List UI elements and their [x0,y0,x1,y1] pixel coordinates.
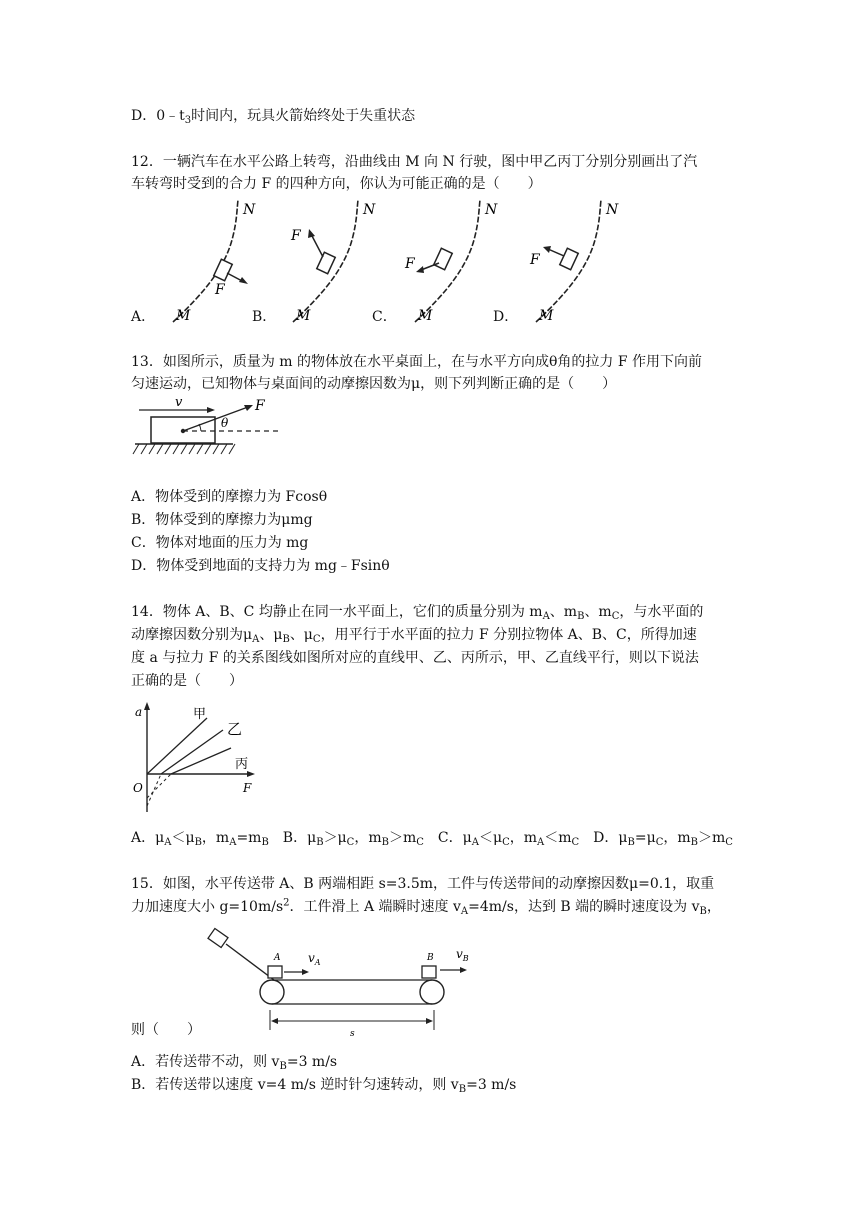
q15-stem-line3: 则（ ） [131,1022,201,1038]
y-axis-label: a [135,705,143,719]
ramp [226,944,274,980]
curve-path [173,200,238,322]
force-arrowhead [543,246,551,253]
car-block [434,248,452,269]
q13-stem-line2: 匀速运动，已知物体与桌面间的动摩擦因数为μ，则下列判断正确的是（ ） [131,376,617,392]
dim-label: s [350,1029,355,1039]
workpiece-on-ramp [208,928,228,947]
q12-stem-line1: 12．一辆汽车在水平公路上转弯，沿曲线由 M 向 N 行驶，图中甲乙丙丁分别分别画出了汽 [131,154,698,170]
q14-stem-line3: 度 a 与拉力 F 的关系图线如图所对应的直线甲、乙、丙所示，甲、乙直线平行，则以下说法 [131,650,699,666]
q13-figure [131,396,291,480]
q15-stem-line2: 力加速度大小 $g=10m/s^2$．工件滑上 A 端瞬时速度 $v_A=4m/s$，达到 B 端的瞬时速度设为 $v_B$， [131,897,721,917]
q13-option-c: C．物体对地面的压力为 mg [131,535,309,551]
force-label: F [530,252,540,268]
q12-stem-line2: 车转弯时受到的合力 F 的四种方向，你认为可能正确的是（ ） [131,176,542,192]
left-roller [260,980,284,1004]
q12-option-a-label: A． [131,309,156,325]
q12-figure-c [393,196,503,330]
start-label: M [418,308,433,324]
line-yi-extension [147,774,161,806]
label-vb: $v_B$ [456,947,469,963]
q12-option-d-label: D． [493,309,519,325]
ground-hatch [133,444,235,454]
end-label: N [363,202,376,218]
x-axis-label: F [243,781,252,795]
q12-option-b-label: B． [252,309,277,325]
q14-stem-line1: 14．物体 A、B、C 均静止在同一水平面上，它们的质量分别为 $m_A$、$m_B$、$m_C$，与水平面的 [131,604,704,622]
x-axis-arrowhead [247,771,255,777]
q11-option-d: D．$0﹣t_3$时间内，玩具火箭始终处于失重状态 [131,108,416,126]
force-label: F [405,256,415,272]
force-arrowhead [239,277,248,284]
q13-stem-line1: 13．如图所示，质量为 m 的物体放在水平桌面上，在与水平方向成θ角的拉力 F 作用下向前 [131,354,703,370]
end-label: N [606,202,619,218]
q14-stem-line2: 动摩擦因数分别为$\mu_A$、$\mu_B$、$\mu_C$，用平行于水平面的拉力 F 分别拉物体 A、B、C，所得加速 [131,627,697,645]
q14-options: A．$\mu_A<\mu_B$，$m_A=m_B$ B．$\mu_B>\mu_C$，$m_B>m_C$ C．$\mu_A<\mu_C$，$m_A<m_C$ D．$\mu_B=\mu_C$，$m_B>m_C$ [131,830,733,848]
car-block [560,248,578,269]
velocity-b-arrowhead [460,967,467,973]
force-arrowhead [308,229,315,238]
end-label: N [243,202,256,218]
workpiece-a [268,966,282,978]
angle-label: θ [221,416,229,430]
start-label: M [539,308,554,324]
force-arrow [548,249,564,256]
q13-option-d: D．物体受到地面的支持力为 mg﹣Fsinθ [131,558,390,574]
label-b: B [427,953,434,963]
velocity-a-arrowhead [302,969,309,975]
q12-option-c-label: C． [372,309,397,325]
velocity-label: v [175,396,183,410]
q12-figures [131,196,731,330]
q12-figure-b [271,196,381,330]
label-jia: 甲 [193,707,207,722]
label-va: $v_A$ [308,951,321,967]
dim-arrow-left [271,1018,278,1024]
q12-figure-d [514,196,624,330]
q12-figure-a [151,196,261,330]
workpiece-b [422,966,436,978]
start-label: M [296,308,311,324]
q13-option-b: B．物体受到的摩擦力为μmg [131,512,313,528]
car-block [317,252,335,273]
velocity-arrowhead [207,407,215,413]
force-label: F [255,398,265,414]
force-label: F [291,228,301,244]
car-block [214,259,232,280]
q14-figure [131,700,261,820]
label-a: A [274,953,281,963]
q15-stem-line1: 15．如图，水平传送带 A、B 两端相距 s=3.5m，工件与传送带间的动摩擦因数μ=0.1，取重 [131,876,715,892]
force-label: F [215,282,225,298]
q15-figure [200,922,490,1040]
origin-label: O [133,781,143,795]
label-yi: 乙 [227,720,243,738]
end-label: N [485,202,498,218]
line-jia [147,718,207,774]
q13-option-a: A．物体受到的摩擦力为 Fcosθ [131,489,328,505]
label-bing: 丙 [235,757,249,772]
force-arrowhead [416,266,424,273]
start-label: M [176,308,191,324]
q14-stem-line4: 正确的是（ ） [131,673,243,689]
dim-arrow-right [426,1018,433,1024]
y-axis-arrowhead [144,702,150,710]
q15-option-a: A．若传送带不动，则 $v_B=3$ m/s [131,1054,338,1072]
force-arrow [311,234,323,257]
right-roller [420,980,444,1004]
q15-option-b: B．若传送带以速度 v=4 m/s 逆时针匀速转动，则 $v_B=3$ m/s [131,1077,517,1095]
